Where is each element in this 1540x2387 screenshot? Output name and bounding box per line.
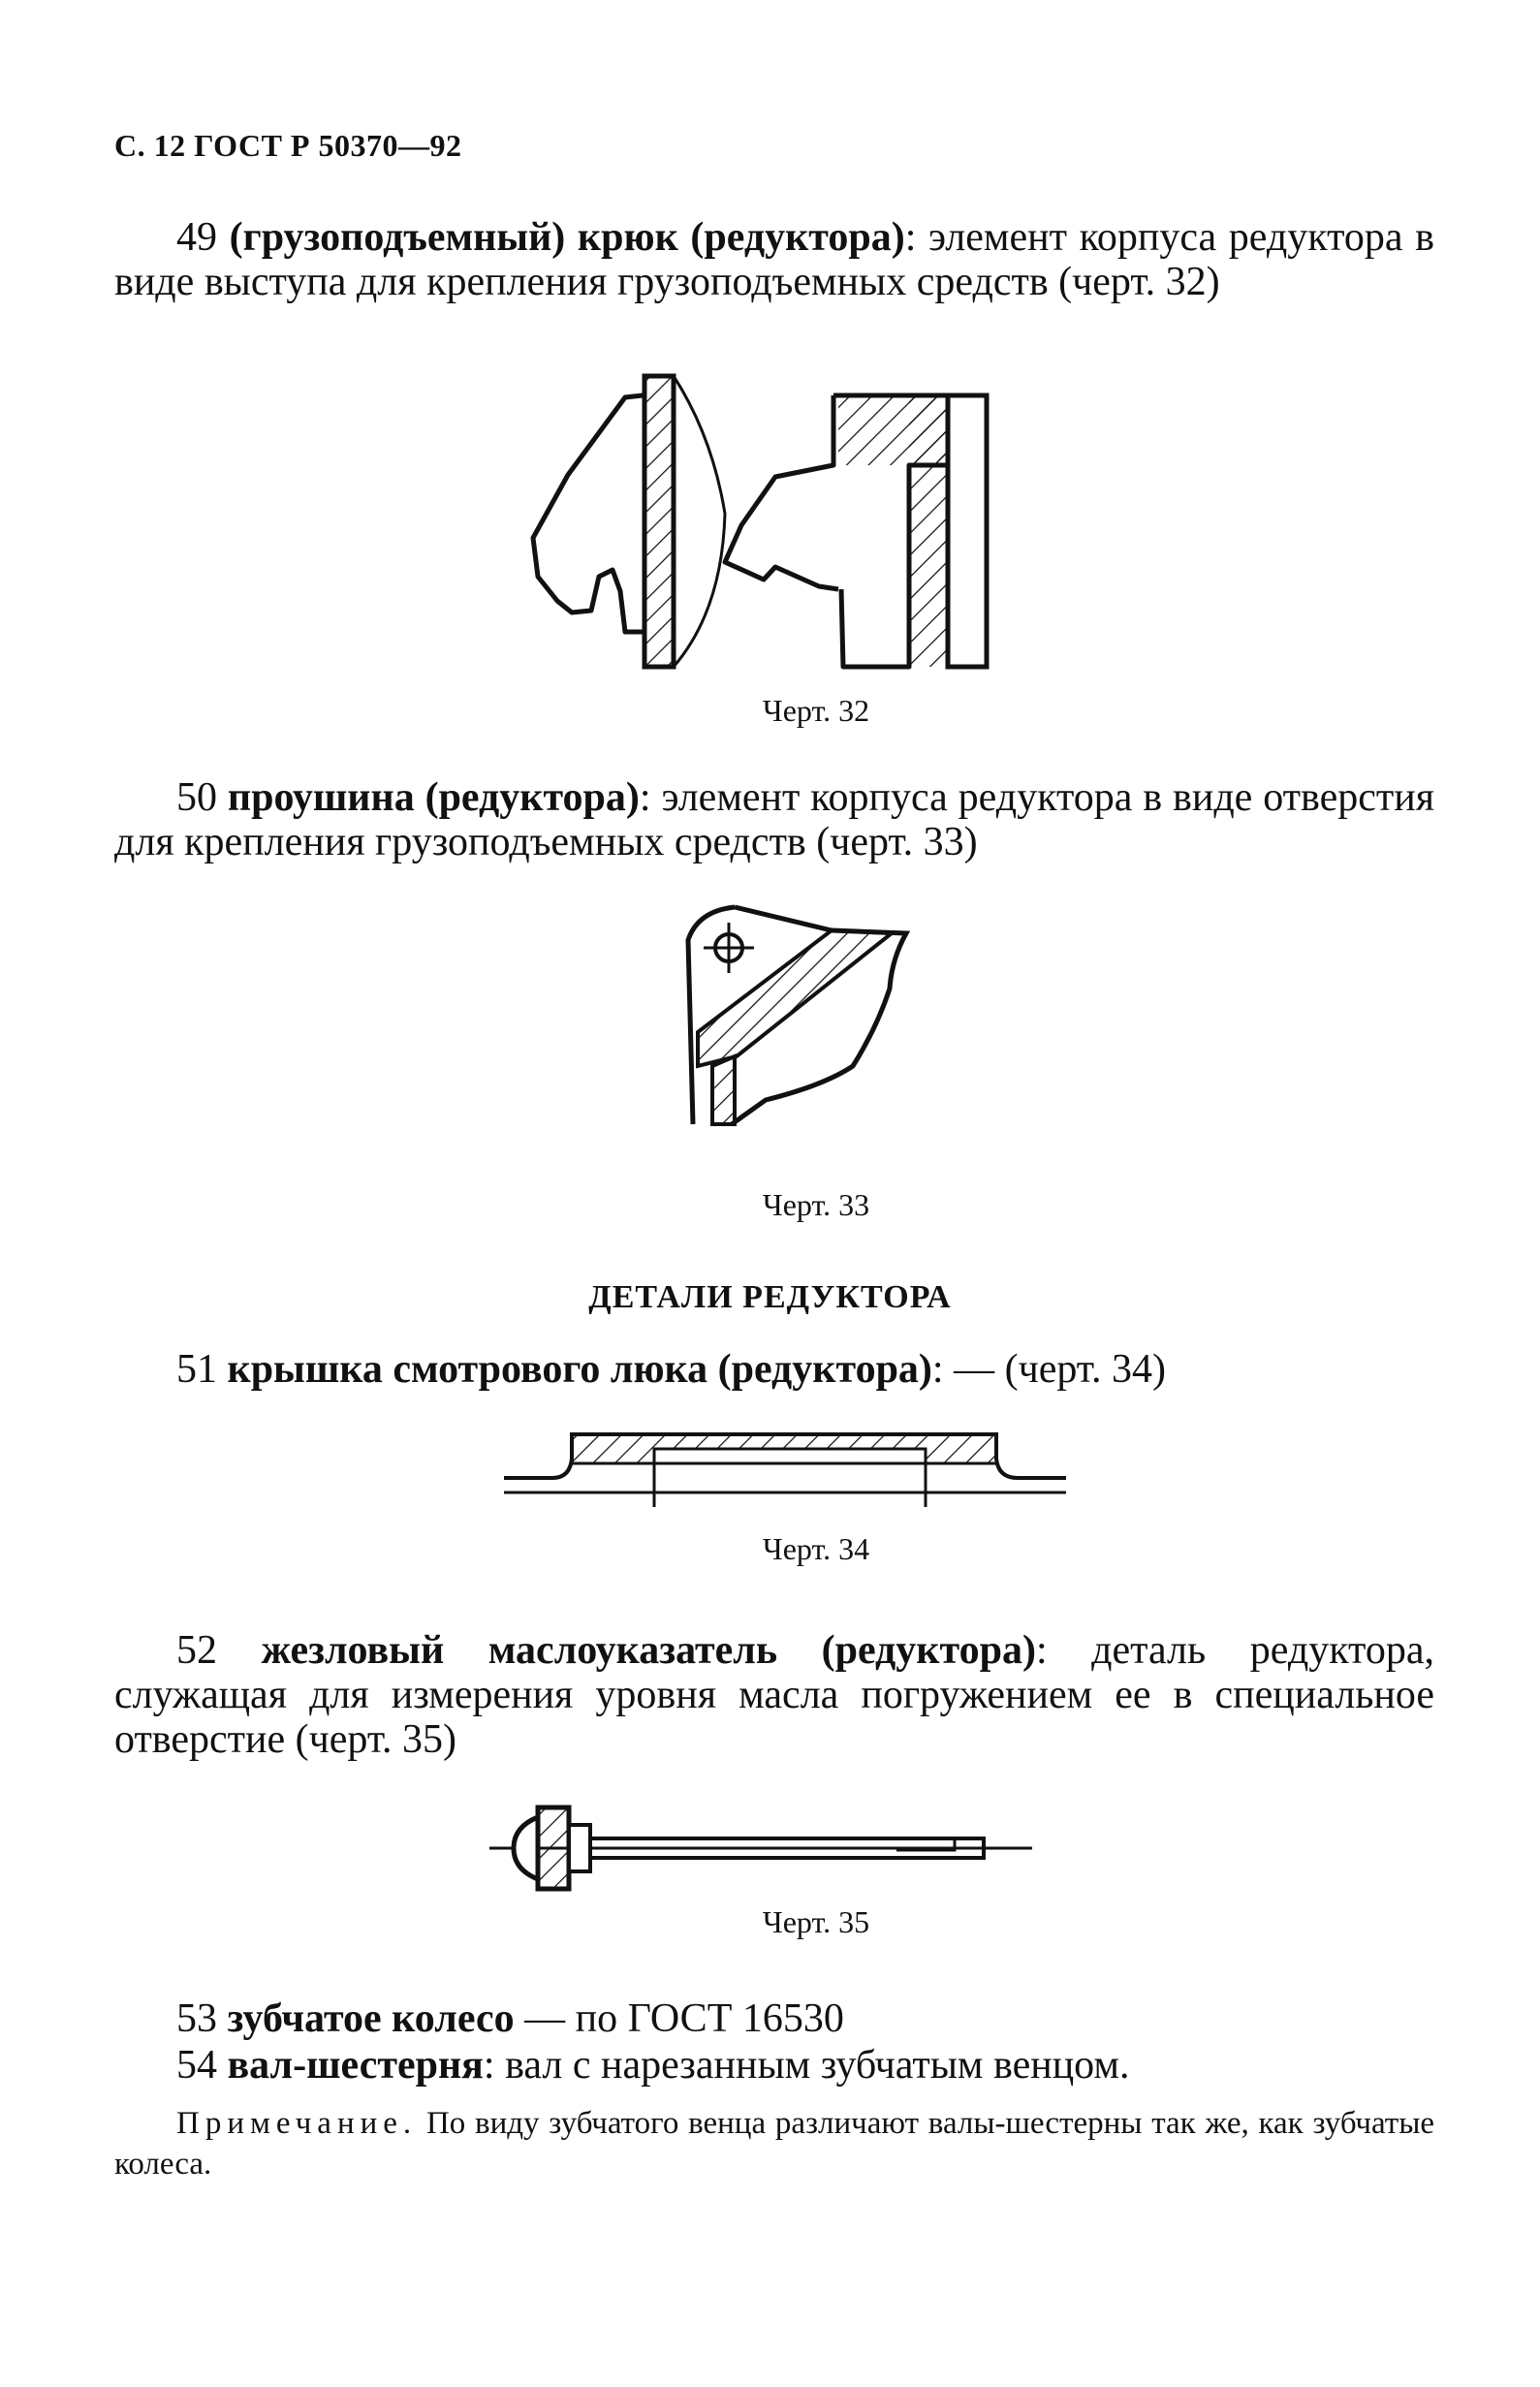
entry-text: — по ГОСТ 16530: [524, 1996, 844, 2041]
entry-50: [114, 775, 1434, 864]
figure-35-dipstick-drawing: [489, 1798, 1032, 1895]
note: [114, 2103, 1434, 2184]
entry-text: элемент корпуса редуктора в виде выступа для крепления грузоподъемных средств (черт. 32): [114, 215, 1434, 304]
entry-text: деталь редуктора, служащая для измерения уровня масла погружением ее в специальное отверстие (черт. 35): [114, 1628, 1434, 1762]
figure-34-caption: Черт. 34: [762, 1531, 870, 1566]
entry-term: жезловый маслоуказатель (редуктора): [261, 1628, 1036, 1673]
entry-number: 50: [176, 775, 217, 820]
entry-separator: :: [931, 1347, 944, 1392]
entry-number: 53: [176, 1996, 217, 2041]
section-title: ДЕТАЛИ РЕДУКТОРА: [588, 1279, 952, 1315]
entry-term: проушина (редуктора): [227, 775, 640, 820]
entry-separator: :: [1035, 1628, 1048, 1673]
entry-text: — (черт. 34): [954, 1347, 1166, 1392]
entry-term: зубчатое колесо: [227, 1996, 515, 2041]
note-text: По виду зубчатого венца различают валы-шестерны так же, как зубчатые колеса.: [114, 2106, 1435, 2182]
entry-text: элемент корпуса редуктора в виде отверстия для крепления грузоподъемных средств (черт. 33): [114, 775, 1435, 864]
figure-32-hook-drawing: [504, 368, 1008, 678]
entry-number: 54: [176, 2043, 217, 2088]
entry-term: крышка смотрового люка (редуктора): [227, 1347, 932, 1392]
entry-52: [114, 1628, 1434, 1762]
entry-separator: :: [483, 2043, 495, 2088]
figure-33-lug-drawing: [659, 901, 930, 1124]
entry-number: 51: [176, 1347, 217, 1392]
entry-separator: :: [904, 215, 917, 260]
entry-number: 49: [176, 215, 217, 260]
figure-35-caption: Черт. 35: [762, 1904, 870, 1939]
entry-number: 52: [176, 1628, 217, 1673]
entry-49: [114, 215, 1434, 304]
entry-text: вал с нарезанным зубчатым венцом.: [505, 2043, 1130, 2088]
entry-51: [114, 1347, 1434, 1392]
entry-54: [114, 2043, 1434, 2088]
page-header: С. 12 ГОСТ Р 50370—92: [114, 128, 462, 163]
figure-32-caption: Черт. 32: [762, 693, 870, 728]
entry-term: вал-шестерня: [227, 2043, 484, 2088]
note-label: Примечание.: [176, 2106, 418, 2141]
entry-separator: :: [639, 775, 651, 820]
figure-33-caption: Черт. 33: [762, 1187, 870, 1222]
entry-53: [114, 1996, 1434, 2041]
entry-term: (грузоподъемный) крюк (редуктора): [229, 215, 905, 260]
figure-34-inspection-cover-drawing: [504, 1420, 1066, 1507]
